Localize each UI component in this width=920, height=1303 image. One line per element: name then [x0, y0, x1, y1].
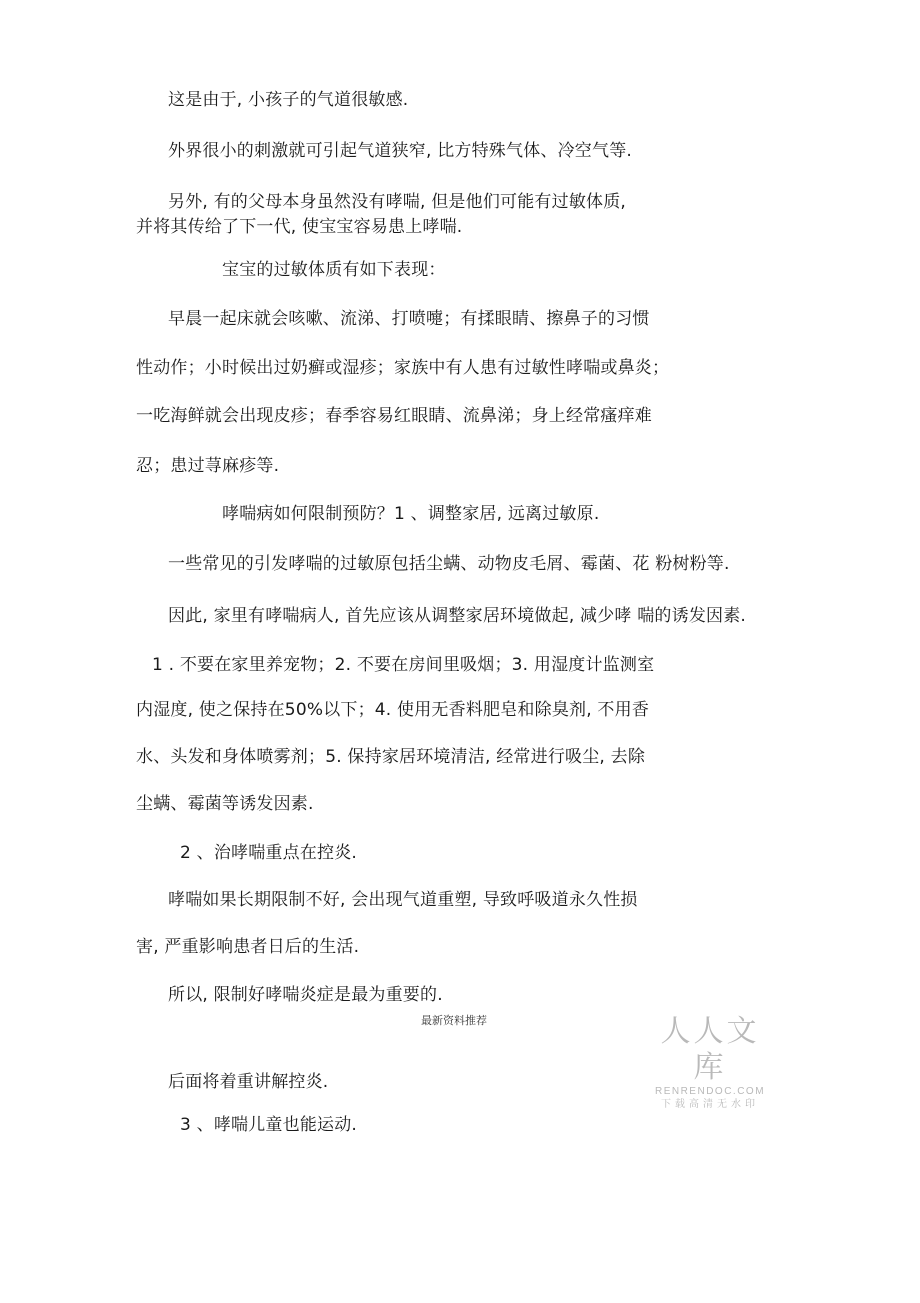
text-line-21: 后面将着重讲解控炎. [168, 1072, 329, 1092]
text-line-4: 并将其传给了下一代, 使宝宝容易患上哮喘. [136, 217, 463, 237]
section-heading-control-inflammation: 2 、治哮喘重点在控炎. [180, 843, 358, 863]
section-heading-exercise: 3 、哮喘儿童也能运动. [180, 1115, 358, 1135]
text-line-11: 一些常见的引发哮喘的过敏原包括尘螨、动物皮毛屑、霉菌、花 粉树粉等. [168, 554, 730, 574]
text-line-7: 性动作；小时候出过奶癣或湿疹；家族中有人患有过敏性哮喘或鼻炎； [136, 358, 670, 378]
section-heading-allergy-signs: 宝宝的过敏体质有如下表现： [222, 260, 446, 280]
text-line-2: 外界很小的刺激就可引起气道狭窄, 比方特殊气体、冷空气等. [168, 141, 633, 161]
section-heading-prevention: 哮喘病如何限制预防？1 、调整家居, 远离过敏原. [222, 504, 600, 524]
text-line-20: 所以, 限制好哮喘炎症是最为重要的. [168, 985, 443, 1005]
text-line-12: 因此, 家里有哮喘病人, 首先应该从调整家居环境做起, 减少哮 喘的诱发因素. [168, 606, 747, 626]
text-line-14: 内湿度, 使之保持在50%以下；4. 使用无香料肥皂和除臭剂, 不用香 [136, 700, 650, 720]
text-line-1: 这是由于, 小孩子的气道很敏感. [168, 90, 409, 110]
watermark-subtitle: 下载高清无水印 [661, 1099, 759, 1110]
text-line-19: 害, 严重影响患者日后的生活. [136, 937, 360, 957]
text-line-6: 早晨一起床就会咳嗽、流涕、打喷嚏；有揉眼睛、擦鼻子的习惯 [168, 309, 650, 329]
text-line-16: 尘螨、霉菌等诱发因素. [136, 794, 314, 814]
watermark-title: 人人文库 [660, 1014, 760, 1085]
text-line-3: 另外, 有的父母本身虽然没有哮喘, 但是他们可能有过敏体质, [168, 192, 627, 212]
text-line-9: 忍；患过荨麻疹等. [136, 456, 280, 476]
text-line-15: 水、头发和身体喷雾剂；5. 保持家居环境清洁, 经常进行吸尘, 去除 [136, 747, 646, 767]
footer-recommended-label: 最新资料推荐 [421, 1014, 487, 1027]
text-line-8: 一吃海鲜就会出现皮疹；春季容易红眼睛、流鼻涕；身上经常瘙痒难 [136, 406, 652, 426]
text-line-13: 1 . 不要在家里养宠物；2. 不要在房间里吸烟；3. 用湿度计监测室 [152, 655, 655, 675]
text-line-18: 哮喘如果长期限制不好, 会出现气道重塑, 导致呼吸道永久性损 [168, 890, 638, 910]
watermark-logo [648, 1014, 772, 1112]
watermark-url: RENRENDOC.COM [654, 1086, 766, 1097]
